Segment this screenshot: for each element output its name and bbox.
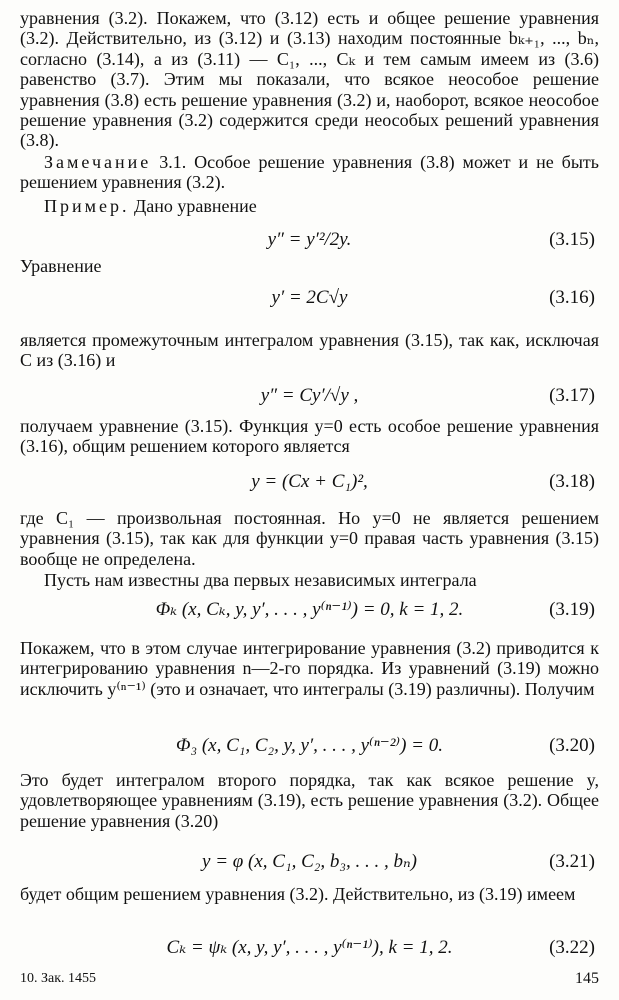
equation-formula: y″ = Cy′/√y , [260, 385, 359, 406]
paragraph-equation-word: Уравнение [20, 256, 102, 276]
equation-number: (3.16) [549, 287, 595, 308]
equation-3-22 [20, 936, 599, 960]
example-label: Пример. [44, 196, 130, 216]
remark-label: Замечание [44, 152, 152, 172]
equation-number: (3.21) [549, 851, 595, 872]
paragraph-8: будет общим решением уравнения (3.2). Действительно, из (3.19) имеем [20, 884, 576, 904]
equation-3-16 [20, 286, 599, 310]
example-paragraph [20, 196, 599, 216]
equation-formula: Φ₃ (x, C₁, C₂, y, y′, . . . , y⁽ⁿ⁻²⁾) = 0. [176, 735, 443, 756]
paragraph-5: Пусть нам известны два первых независимых интеграла [44, 570, 477, 590]
equation-formula: Φₖ (x, Cₖ, y, y′, . . . , y⁽ⁿ⁻¹⁾) = 0, k = 1, 2. [155, 599, 464, 620]
paragraph-7: Это будет интегралом второго порядка, так как всякое решение y, удовлетворяющее уравнениям (3.19), есть решение уравнения (3.2). Общее решение уравнения (3.20) [20, 770, 599, 831]
equation-3-21 [20, 850, 599, 874]
equation-3-15 [20, 228, 599, 252]
example-text: Дано уравнение [129, 196, 257, 216]
paragraph-6: Покажем, что в этом случае интегрирование уравнения (3.2) приводится к интегрированию уравнения n—2-го порядка. Из уравнений (3.19) можно исключить y⁽ⁿ⁻¹⁾ (это и означает, что интегралы (3.19) различны). Получим [20, 638, 599, 699]
equation-number: (3.19) [549, 599, 595, 620]
equation-3-17 [20, 384, 599, 408]
equation-formula: y = (Cx + C₁)², [251, 471, 368, 492]
equation-formula: y′ = 2C√y [271, 287, 348, 308]
equation-3-20 [20, 734, 599, 758]
paragraph-4: где C₁ — произвольная постоянная. Но y=0 не является решением уравнения (3.15), так как для функции y=0 правая часть уравнения (3.15) вообще не определена. [20, 508, 599, 569]
remark-paragraph [20, 152, 599, 193]
equation-3-18 [20, 470, 599, 494]
footer-signature-mark: 10. Зак. 1455 [20, 971, 97, 986]
remark-text: 3.1. Особое решение уравнения (3.8) может и не быть решением уравнения (3.2). [20, 152, 599, 193]
equation-number: (3.18) [549, 471, 595, 492]
equation-formula: Cₖ = ψₖ (x, y, y′, . . . , y⁽ⁿ⁻¹⁾), k = 1, 2. [166, 937, 453, 958]
equation-number: (3.15) [549, 229, 595, 250]
equation-number: (3.20) [549, 735, 595, 756]
equation-formula: y = φ (x, C₁, C₂, b₃, . . . , bₙ) [202, 851, 417, 872]
paragraph-3: получаем уравнение (3.15). Функция y=0 есть особое решение уравнения (3.16), общим решением которого является [20, 416, 599, 457]
paragraph-2: является промежуточным интегралом уравнения (3.15), так как, исключая C из (3.16) и [20, 330, 599, 371]
page-number: 145 [575, 970, 599, 987]
equation-number: (3.17) [549, 385, 595, 406]
equation-formula: y″ = y′²/2y. [267, 229, 352, 250]
equation-number: (3.22) [549, 937, 595, 958]
paragraph-1: уравнения (3.2). Покажем, что (3.12) есть и общее решение уравнения (3.2). Действительно, из (3.12) и (3.13) находим постоянные bₖ₊₁, ..., bₙ, согласно (3.14), а из (3.11) — C₁, ..., Cₖ и тем самым имеем из (3.6) равенство (3.7). Этим мы показали, что всякое неособое решение уравнения (3.8) есть решение уравнения (3.2) и, наоборот, всякое неособое решение уравнения (3.2) содержится среди неособых решений уравнения (3.8). [20, 8, 599, 151]
equation-3-19 [20, 598, 599, 622]
